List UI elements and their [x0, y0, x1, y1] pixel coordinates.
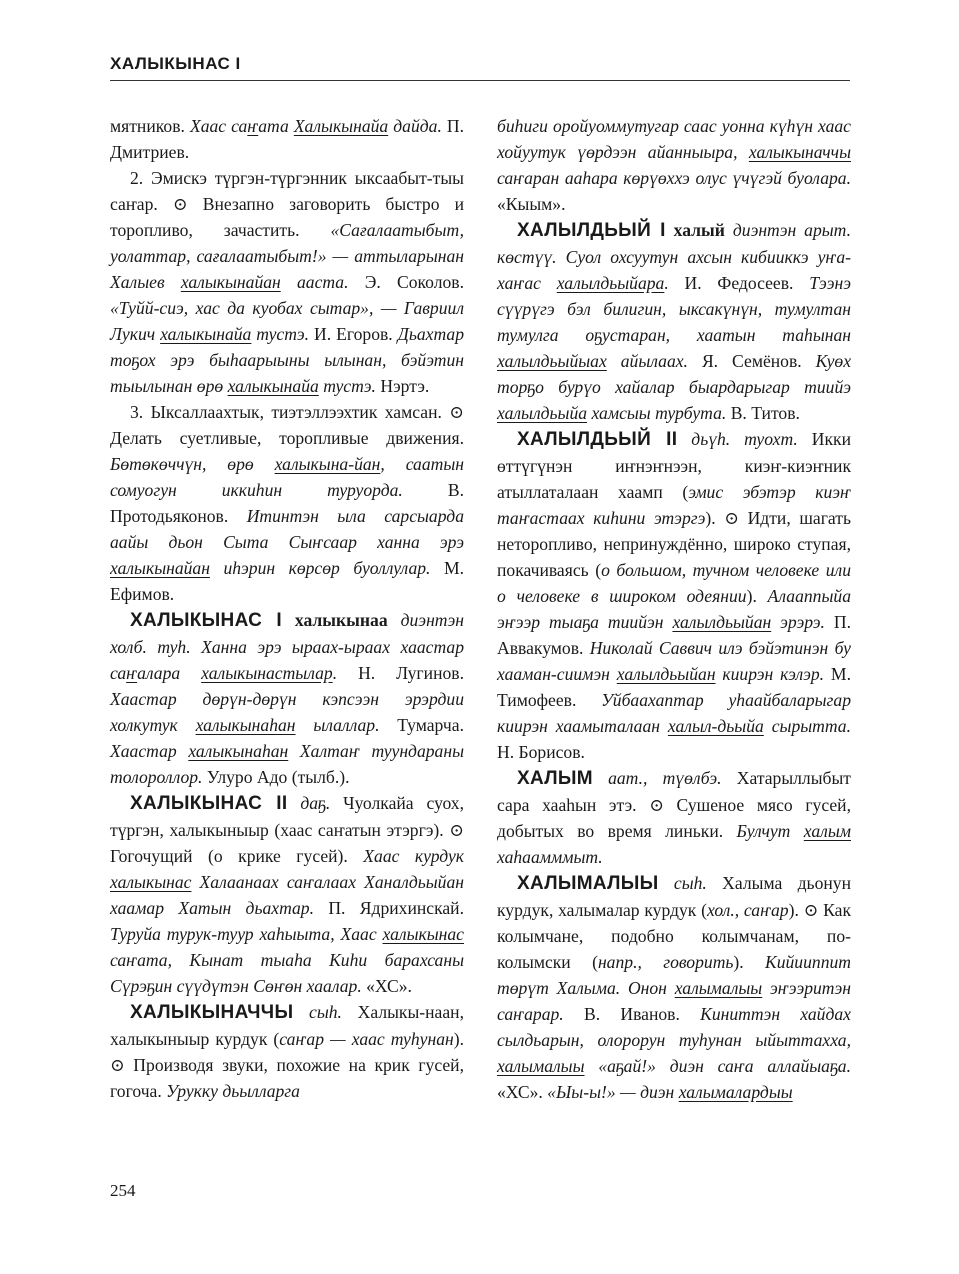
example: Урукку дьылларга	[166, 1081, 300, 1101]
text: алара	[137, 663, 202, 683]
example: Халаанаах саҥалаах Ханалдьыйан хаамар Хатын дьахтар.	[110, 872, 464, 918]
page-number: 254	[110, 1181, 136, 1200]
example: киирэн кэлэр.	[715, 664, 825, 684]
example: Куөх торҕо бурүо хайалар быардарыгар тиийэ	[497, 351, 851, 397]
text: ҥ	[247, 116, 259, 136]
source-citation: «Кыым».	[497, 194, 566, 214]
example: Бөтөкөччүн, өрө	[110, 454, 275, 474]
example: Киниттэн хайдах сылдьарын, олорорун туһунан ыйыттахха,	[497, 1004, 851, 1050]
example: «Туйй-сиэ, хас да куобах сытар», — Гавриил Лукич	[110, 298, 464, 344]
headword-example: халым	[803, 821, 851, 841]
entry-halykynas-2	[110, 790, 464, 999]
example: Уйбаахаптар уһаайбаларыгар киирэн хаамыталаан	[497, 690, 851, 736]
headword: ХАЛЫКЫНАС I	[130, 610, 282, 631]
reference-word: халыкынаа	[281, 610, 388, 630]
headword: ХАЛЫЛДЬЫЙ I	[517, 220, 666, 241]
grammar-note: диэнтэн арыт. көстүү. Суол охсуутун ахсын кибииккэ уҥа-хаҥас	[497, 220, 851, 293]
headword-example: халыкына-йан	[274, 454, 381, 474]
entry-continuation	[497, 113, 851, 217]
header-rule	[110, 80, 850, 81]
source-citation: В. Иванов.	[563, 1004, 701, 1024]
example: «Сағалаатыбыт, уолаттар, сағалаатыбыт!» — аттыларынан Халыев	[110, 220, 464, 292]
example: Халтаҥ туундараны толороллор.	[110, 741, 464, 787]
example: саҥата, Кынат тыаһа Киһи барахсаны Сүрэҕин сүүдүтэн Сөҥөн хаалар.	[110, 950, 464, 996]
usage-note: напр., говорить	[597, 952, 734, 972]
example: иһэрин көрсөр буоллулар.	[209, 558, 431, 578]
text: .	[664, 273, 669, 293]
text: ҥ	[126, 663, 138, 683]
text: ).	[746, 586, 768, 606]
definition: Халыкы-наан, халыкыныыр курдук (	[110, 1002, 464, 1049]
entry-continuation	[110, 113, 464, 165]
definition: Икки өттүгүнэн иҥнэҥнээн, киэҥ-киэҥник атыллаталаан хаамп (	[497, 429, 851, 502]
source-citation: Н. Лугинов.	[337, 663, 464, 683]
russian-translation: ⊙ Внезапно заговорить быстро и торопливо, зачастить.	[110, 194, 465, 240]
example: сырытта.	[763, 716, 851, 736]
headword-example: халыкынаһан	[195, 715, 296, 735]
headword-example: халыкынайан	[180, 272, 281, 292]
headword-example: халымалардыы	[678, 1082, 793, 1102]
russian-translation: ⊙ Производя звуки, похожие на крик гусей, гогоча.	[110, 1055, 464, 1101]
headword: ХАЛЫКЫНАС II	[130, 793, 288, 814]
sense-2	[110, 165, 464, 399]
source-citation: Нэртэ.	[375, 376, 430, 396]
text: 3. Ыксаллаахтык, тиэтэллээхтик хамсан.	[130, 402, 450, 422]
example: айылаах.	[606, 351, 688, 371]
entry-halyldyi-1	[497, 217, 851, 426]
right-column	[497, 113, 851, 1105]
headword-example: халыкынайан	[110, 558, 210, 578]
entry-halykynachchy	[110, 999, 464, 1104]
headword-example: халыкынас	[382, 924, 464, 944]
source-citation: Улуро Адо (тылб.).	[202, 767, 350, 787]
grammar-note: диэнтэн холб. туһ. Ханна эрэ ыраах-ыраах хаастар са	[110, 610, 464, 683]
headword-example: халымалыы	[497, 1056, 585, 1076]
headword-example: халыкынаһан	[188, 741, 289, 761]
example: ааста.	[280, 272, 349, 292]
usage-note: эмис эбэтэр киэҥ таҥастаах киһини этэргэ	[497, 482, 851, 528]
grammar-note: аат., түөлбэ.	[592, 768, 722, 788]
example: биһиги оройуоммутугар саас уонна күһүн хаас хойуутук үөрдээн айанныыра,	[497, 116, 851, 162]
grammar-note: сыһ.	[293, 1002, 342, 1022]
usage-note: хол., саҥар	[706, 900, 789, 920]
example: эрэрэ.	[771, 612, 825, 632]
headword-example: халылдьыйыах	[497, 351, 607, 371]
example: саҥаран ааһара көрүөххэ олус үчүгэй буолара.	[497, 168, 851, 188]
example: тустэ.	[251, 324, 310, 344]
text: ).	[733, 952, 766, 972]
source-citation: Я. Семёнов.	[687, 351, 816, 371]
grammar-note: даҕ.	[287, 793, 331, 813]
example: Дьахтар тоҕох эрэ быһаарыыны ылынан, бэйэтин тыылынан өрө	[110, 324, 464, 396]
headword-example: халыкынас	[110, 872, 192, 892]
text: .	[332, 663, 338, 683]
source-citation: П. Аввакумов.	[497, 612, 851, 658]
example: Туруйа турук-туур хаһыыта, Хаас	[110, 924, 383, 944]
example: Итинтэн ыла сарсыарда аайы дьон Сыта Сыҥсаар ханна эрэ	[110, 506, 464, 552]
reference-word: халый	[665, 220, 725, 240]
headword-example: халыкыначчы	[748, 142, 851, 162]
headword-example: халылдьыйан	[616, 664, 716, 684]
headword-example: халыл-дьыйа	[667, 716, 764, 736]
usage-note: саҥар — хаас туһунан	[279, 1029, 454, 1049]
headword: ХАЛЫЛДЬЫЙ II	[517, 429, 678, 450]
example: , саатын сомуогун иккиһин туруорда.	[110, 454, 464, 500]
usage-note: о большом, тучном человеке или о человеке в широком одеянии	[497, 560, 852, 606]
example: хаһаамммыт.	[497, 847, 603, 867]
example: эҥээритэн саҥарар.	[497, 978, 851, 1024]
text: ата	[258, 116, 294, 136]
text: ).	[705, 508, 725, 528]
entry-halymalyy	[497, 870, 851, 1105]
source-citation: В. Протодьяконов.	[110, 480, 464, 526]
grammar-note: дьүһ. туохт.	[677, 429, 798, 449]
headword-example: халымалыы	[674, 978, 763, 998]
headword-example: халылдьыйа	[497, 403, 588, 423]
source-citation: М. Ефимов.	[110, 558, 464, 604]
example: Хаас курдук	[363, 846, 464, 866]
source-citation: И. Егоров.	[309, 324, 398, 344]
source-citation: И. Федосеев.	[668, 273, 810, 293]
example: «аҕай!» диэн саҥа аллайыаҕа.	[584, 1056, 851, 1076]
russian-translation: ⊙ Идти, шагать неторопливо, непринуждённо, широко ступая, покачиваясь (	[497, 508, 851, 580]
source-citation: Н. Борисов.	[497, 742, 585, 762]
source-citation: «ХС».	[361, 976, 412, 996]
source-citation: Э. Соколов.	[348, 272, 465, 292]
russian-translation: ⊙ Как колымчане, подобно колымчанам, по-колымски (	[497, 900, 852, 972]
headword: ХАЛЫКЫНАЧЧЫ	[130, 1002, 294, 1023]
example: Алааппыйа эҥээр тыаҕа тиийэн	[497, 586, 851, 632]
grammar-note: сыһ.	[658, 873, 707, 893]
source-citation: Тумарча.	[379, 715, 464, 735]
headword-example: халылдьыйара	[556, 273, 665, 293]
running-head: ХАЛЫКЫНАС I	[110, 54, 241, 73]
text: Хаас са	[189, 116, 248, 136]
example: тустэ.	[318, 376, 376, 396]
russian-translation: ⊙ Сушеное мясо гусей, добытых во время линьки.	[497, 795, 851, 841]
russian-translation: ⊙ Делать суетливые, торопливые движения.	[110, 402, 464, 448]
source-citation: В. Титов.	[726, 403, 800, 423]
example: Хаастар	[110, 741, 189, 761]
headword-example: Халыкынайа	[293, 116, 389, 136]
example: Хаастар дөрүн-дөрүн кэпсээн эрэрдии холкутук	[110, 689, 464, 735]
sense-3	[110, 399, 464, 607]
headword-example: халыкынастылар	[201, 663, 333, 683]
text: ).	[788, 900, 804, 920]
definition: Халыма дьонун курдук, халымалар курдук (	[497, 873, 851, 920]
definition: Чуолкайа суох, түргэн, халыкыныыр (хаас саҥатын этэргэ).	[110, 793, 464, 840]
headword: ХАЛЫМ	[517, 768, 593, 789]
example: ылаллар.	[295, 715, 380, 735]
headword: ХАЛЫМАЛЫЫ	[517, 873, 659, 894]
headword-example: халыкынайа	[227, 376, 319, 396]
text: мятников.	[110, 116, 190, 136]
definition: Хатарыллыбыт сара хааһын этэ.	[497, 768, 851, 815]
source-citation: «ХС».	[497, 1082, 548, 1102]
left-column	[110, 113, 464, 1104]
entry-halykynas-1	[110, 607, 464, 790]
source-citation: П. Ядрихинскай.	[313, 898, 464, 918]
headword-example: халыкынайа	[160, 324, 252, 344]
example: Булчут	[736, 821, 804, 841]
example: Тээнэ сүүрүгэ бэл билигин, ыксакүнүн, тумултан тумулга оҕустаран, хаатын таһынан	[497, 273, 851, 345]
headword-example: халылдьыйан	[672, 612, 772, 632]
text: 2. Эмискэ түргэн-түргэнник ыксаабыт-тыы саҥар.	[110, 168, 464, 214]
russian-translation: ⊙ Гогочущий (о крике гусей).	[110, 820, 464, 866]
source-citation: М. Тимофеев.	[497, 664, 851, 710]
text: ).	[453, 1029, 464, 1049]
entry-halym	[497, 765, 851, 870]
source-citation: П. Дмитриев.	[110, 116, 464, 162]
example: Николай Саввич илэ бэйэтинэн бу хааман-сиимэн	[497, 638, 851, 684]
text: дайда.	[388, 116, 442, 136]
example: хамсыы турбута.	[587, 403, 727, 423]
example: «Ыы-ы!» — диэн	[547, 1082, 679, 1102]
example: Кийииппит төрүт Халыма. Онон	[497, 952, 851, 998]
entry-halyldyi-2	[497, 426, 851, 765]
